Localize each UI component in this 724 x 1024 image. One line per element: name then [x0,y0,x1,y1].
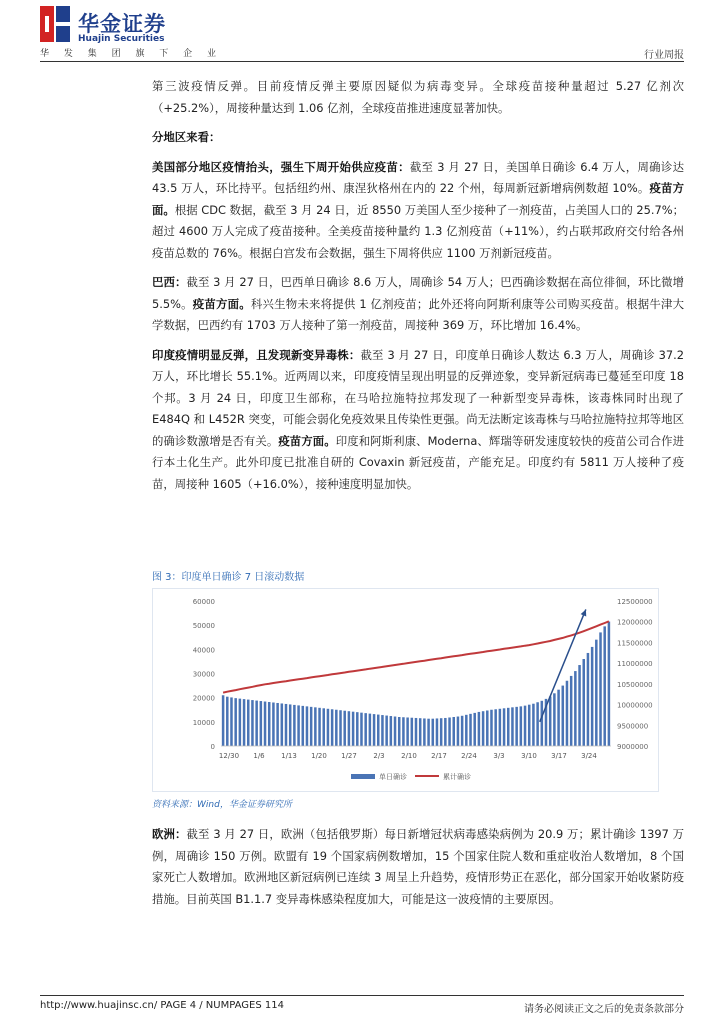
us-heading: 美国部分地区疫情抬头，强生下周开始供应疫苗： [152,159,410,174]
daily-cases-bar [369,714,372,746]
daily-cases-bar [457,717,460,746]
daily-cases-bar [562,686,565,746]
x-tick-label: 2/10 [401,752,417,760]
india-vaccine-heading: 疫苗方面。 [278,433,336,448]
y-left-tick-label: 10000 [192,718,215,727]
daily-cases-bar [423,718,426,746]
daily-cases-bar [364,713,367,746]
daily-cases-bar [268,702,271,746]
document-type: 行业周报 [644,50,684,61]
page-header [40,6,684,62]
chart-container [152,588,659,792]
y-right-tick-label: 9500000 [617,722,649,731]
daily-cases-bar [419,718,422,746]
daily-cases-bar [302,706,305,746]
daily-cases-bar [247,700,250,746]
huajin-logo-icon [40,6,70,42]
daily-cases-bar [377,715,380,746]
daily-cases-bar [402,717,405,746]
paragraph-us [152,157,684,265]
daily-cases-bar [499,709,502,746]
daily-cases-bar [222,695,225,746]
paragraph-europe [152,824,684,910]
daily-cases-bar [234,698,237,746]
daily-cases-bar [528,705,531,746]
daily-cases-bar [327,709,330,746]
y-right-tick-label: 12000000 [617,618,653,627]
daily-cases-bar [264,702,267,746]
daily-cases-bar [406,717,409,746]
legend-line-label: 累计确诊 [443,773,471,781]
x-tick-label: 1/27 [341,752,357,760]
y-left-tick-label: 30000 [192,670,215,679]
brazil-text-2: 科兴生物未来将提供 1 亿剂疫苗；此外还将向阿斯利康等公司购买疫苗。根据牛津大学数据，巴西约有 1703 万人接种了第一剂疫苗，周接种 369 万，环比增加 16.4%。 [152,296,684,332]
daily-cases-bar [557,690,560,746]
daily-cases-bar [348,711,351,746]
daily-cases-bar [578,665,581,746]
x-tick-label: 1/13 [281,752,297,760]
brand-name-cn: 华金证券 [78,12,166,36]
daily-cases-bar [595,640,598,746]
daily-cases-bar [503,708,506,746]
footer-page-info: http://www.huajinsc.cn/ PAGE 4 / NUMPAGES 114 [40,1000,284,1011]
daily-cases-bar [390,716,393,746]
india-heading: 印度疫情明显反弹，且发现新变异毒株： [152,347,361,362]
daily-cases-bar [490,710,493,746]
daily-cases-bar [515,707,518,746]
india-daily-cases-chart [153,589,658,791]
daily-cases-bar [436,718,439,746]
daily-cases-bar [335,710,338,746]
y-right-tick-label: 10500000 [617,680,653,689]
y-left-tick-label: 40000 [192,646,215,655]
legend-bar-swatch [351,774,375,779]
y-right-tick-label: 9000000 [617,743,649,751]
daily-cases-bar [486,710,489,746]
europe-section [152,824,684,910]
daily-cases-bar [448,717,451,746]
x-tick-label: 12/30 [218,752,240,760]
daily-cases-bar [243,699,246,746]
y-right-tick-label: 12500000 [617,598,653,606]
daily-cases-bar [398,717,401,746]
daily-cases-bar [318,708,321,746]
daily-cases-bar [255,701,258,746]
daily-cases-bar [507,708,510,746]
paragraph-brazil [152,272,684,337]
daily-cases-bar [444,718,447,746]
x-tick-label: 3/3 [493,752,505,760]
daily-cases-bar [322,708,325,746]
india-text-2: 印度和阿斯利康、Moderna、辉瑞等研发速度较快的疫苗公司合作进行本土化生产。此外印度已批准自研的 Covaxin 新冠疫苗，产能充足。印度约有 5811 万人接种了疫苗，周接种 1605（+16.0%），接种速度明显加快。 [152,433,684,491]
daily-cases-bar [465,715,468,746]
daily-cases-bar [478,712,481,746]
daily-cases-bar [536,702,539,746]
daily-cases-bar [532,704,535,746]
cumulative-cases-line [223,621,609,692]
legend-bar-label: 单日确诊 [379,773,407,781]
x-tick-label: 3/17 [551,752,567,760]
daily-cases-bar [352,712,355,746]
daily-cases-bar [356,712,359,746]
daily-cases-bar [452,717,455,746]
daily-cases-bar [230,697,233,746]
x-tick-label: 1/6 [253,752,265,760]
daily-cases-bar [524,706,527,746]
daily-cases-bar [603,626,606,746]
x-tick-label: 2/3 [373,752,385,760]
y-right-tick-label: 10000000 [617,701,653,710]
daily-cases-bar [260,701,263,746]
region-heading-text: 分地区来看： [152,130,221,144]
daily-cases-bar [339,710,342,746]
brand-subtitle: 华 发 集 团 旗 下 企 业 [40,49,223,59]
daily-cases-bar [415,718,418,746]
daily-cases-bar [381,715,384,746]
x-tick-label: 2/24 [461,752,477,760]
y-right-tick-label: 11000000 [617,660,653,669]
daily-cases-bar [281,703,284,746]
daily-cases-bar [314,707,317,746]
us-text-1: 截至 3 月 27 日，美国单日确诊 6.4 万人，周确诊达 43.5 万人，环比持平。包括纽约州、康涅狄格州在内的 22 个州，每周新冠新增病例数超 10%。 [152,159,684,195]
brazil-text-1: 截至 3 月 27 日，巴西单日确诊 8.6 万人，周确诊 54 万人；巴西确诊数据在高位徘徊，环比微增 5.5%。 [152,275,684,311]
europe-text: 截至 3 月 27 日，欧洲（包括俄罗斯）每日新增冠状病毒感染病例为 20.9 万；累计确诊 1397 万例，周确诊 150 万例。欧盟有 19 个国家病例数增加，15 个国家住院人数和重症收治人数增加，8 个国家死亡人数增加。欧洲地区新冠病例已连续 3 周呈上升趋势，疫情形势正在恶化，部分国家开始收紧防疫措施。目前英国 B1.1.7 变异毒株感染程度加大，可能是这一波疫情的主要原因。 [152,827,684,906]
daily-cases-bar [427,719,430,746]
daily-cases-bar [251,700,254,746]
y-right-tick-label: 11500000 [617,639,653,648]
daily-cases-bar [411,718,414,746]
daily-cases-bar [293,705,296,746]
daily-cases-bar [306,706,309,746]
daily-cases-bar [343,711,346,746]
main-text [152,76,684,495]
daily-cases-bar [549,696,552,746]
region-heading [152,127,684,149]
daily-cases-bar [582,659,585,746]
daily-cases-bar [469,714,472,746]
daily-cases-bar [272,703,275,747]
x-tick-label: 1/20 [311,752,327,760]
daily-cases-bar [394,717,397,746]
daily-cases-bar [297,705,300,746]
y-left-tick-label: 0 [210,743,215,751]
daily-cases-bar [599,632,602,746]
y-left-tick-label: 60000 [192,598,215,606]
figure-source: 资料来源：Wind，华金证券研究所 [152,800,292,810]
y-left-tick-label: 20000 [192,694,215,703]
europe-heading: 欧洲： [152,827,187,841]
daily-cases-bar [541,701,544,746]
brazil-vaccine-heading: 疫苗方面。 [192,296,251,311]
footer-disclaimer: 请务必阅读正文之后的免责条款部分 [524,1004,684,1015]
daily-cases-bar [331,709,334,746]
us-vaccine-heading: 疫苗方面。 [152,181,684,217]
daily-cases-bar [608,622,611,746]
footer-divider [40,995,684,996]
daily-cases-bar [553,693,556,746]
daily-cases-bar [570,676,573,746]
daily-cases-bar [432,719,435,746]
figure-title: 图 3：印度单日确诊 7 日滚动数据 [152,572,305,583]
y-left-tick-label: 50000 [192,622,215,631]
daily-cases-bar [566,681,569,746]
brazil-heading: 巴西： [152,275,187,289]
daily-cases-bar [520,706,523,746]
daily-cases-bar [494,709,497,746]
header-divider [40,61,684,62]
daily-cases-bar [385,716,388,746]
daily-cases-bar [285,704,288,746]
daily-cases-bar [461,716,464,746]
daily-cases-bar [373,714,376,746]
daily-cases-bar [574,671,577,746]
daily-cases-bar [239,699,242,746]
daily-cases-bar [591,647,594,746]
daily-cases-bar [226,697,229,746]
daily-cases-bar [473,713,476,746]
x-tick-label: 2/17 [431,752,447,760]
daily-cases-bar [310,707,313,746]
brand-name-en: Huajin Securities [78,34,165,44]
paragraph-global: 第三波疫情反弹。目前疫情反弹主要原因疑似为病毒变异。全球疫苗接种量超过 5.27 亿剂次（+25.2%），周接种量达到 1.06 亿剂，全球疫苗推进速度显著加快。 [152,79,684,115]
daily-cases-bar [360,713,363,746]
daily-cases-bar [482,711,485,746]
x-tick-label: 3/10 [521,752,537,760]
daily-cases-bar [511,707,514,746]
daily-cases-bar [276,703,279,746]
paragraph-india [152,345,684,496]
us-text-2: 根据 CDC 数据，截至 3 月 24 日，近 8550 万美国人至少接种了一剂疫苗，占美国人口的 25.7%；超过 4600 万人完成了疫苗接种。全美疫苗接种量约 1.3 亿剂疫苗（+11%），约占联邦政府交付给各州疫苗总数的 76%。根据白宫发布会数据，强生下周将供应 1100 万剂新冠疫苗。 [152,202,684,260]
india-text-1: 截至 3 月 27 日，印度单日确诊人数达 6.3 万人，周确诊 37.2 万人，环比增长 55.1%。近两周以来，印度疫情呈现出明显的反弹迹象，变异新冠病毒已蔓延至印度 18 个邦。3 月 24 日，印度卫生部称，在马哈拉施特拉邦发现了一种新型变异毒株，该毒株同时出现了 E484Q 和 L452R 突变，可能会弱化免疫效果且传染性更强。尚无法断定该毒株与马哈拉施特拉邦等地区的确诊数激增是否有关。 [152,347,684,448]
daily-cases-bar [440,718,443,746]
daily-cases-bar [289,704,292,746]
daily-cases-bar [587,653,590,746]
x-tick-label: 3/24 [581,752,597,760]
